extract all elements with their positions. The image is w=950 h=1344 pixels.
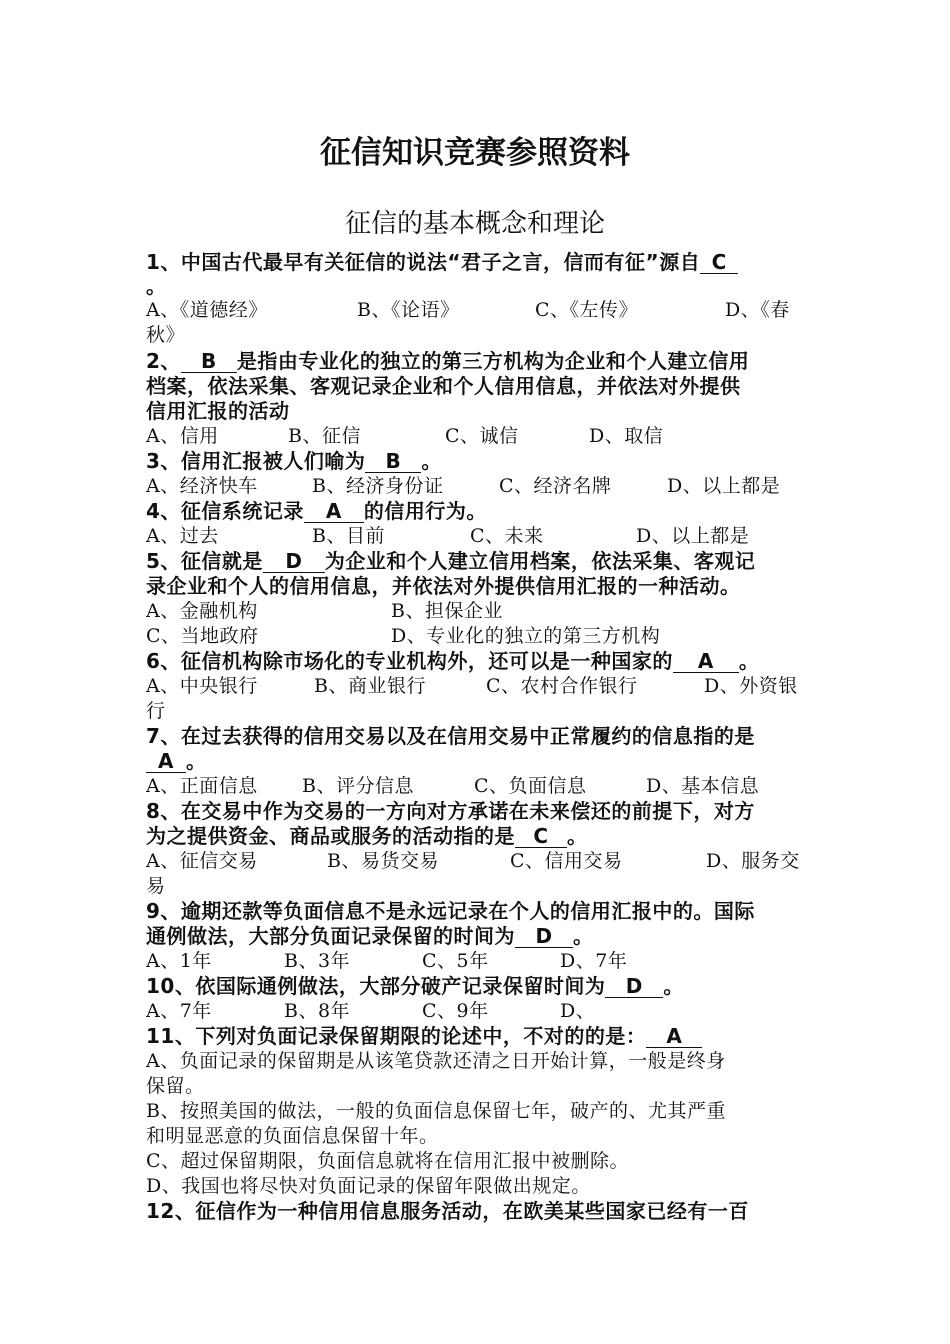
question-text: 10、依国际通例做法，大部分破产记录保留时间为 [146, 974, 606, 998]
option-wrap: 行 [146, 700, 166, 722]
question-8: 8、在交易中作为交易的一方向对方承诺在未来偿还的前提下，对方 [146, 799, 755, 823]
question-7-line-2 [146, 749, 818, 774]
option-b: B、按照美国的做法，一般的负面信息保留七年，破产的、尤其严重 [146, 1100, 726, 1122]
question-6 [146, 649, 818, 674]
option-b: B、商业银行 [314, 675, 426, 697]
option-d: D、外资银 [704, 675, 798, 697]
option-c: C、经济名牌 [499, 475, 612, 497]
question-end: 。 [567, 824, 588, 848]
option-b: B、担保企业 [391, 600, 503, 622]
option-d: D、取信 [589, 425, 664, 447]
option-b: B、《论语》 [357, 299, 460, 321]
answer-blank: D [515, 925, 573, 948]
option-c: C、负面信息 [474, 775, 587, 797]
question-9: 9、逾期还款等负面信息不是永远记录在个人的信用汇报中的。国际 [146, 899, 755, 923]
option-c: C、信用交易 [510, 850, 623, 872]
answer-blank: A [646, 1025, 702, 1048]
option-d: D、以上都是 [667, 475, 781, 497]
question-3 [146, 449, 818, 474]
question-5-options-2 [146, 624, 818, 649]
question-end: 的信用行为。 [363, 499, 487, 523]
option-a: A、过去 [146, 525, 219, 547]
option-b: B、易货交易 [327, 850, 439, 872]
answer-blank: A [673, 650, 739, 673]
option-a: A、正面信息 [146, 775, 258, 797]
question-end: 。 [186, 749, 207, 773]
answer-blank: C [700, 251, 738, 274]
option-d: D、服务交 [706, 850, 800, 872]
question-12: 12、征信作为一种信用信息服务活动，在欧美某些国家已经有一百 [146, 1199, 749, 1223]
option-d: D、基本信息 [646, 775, 760, 797]
answer-blank: B [365, 450, 421, 473]
question-end: 。 [421, 449, 442, 473]
option-b-wrap: 和明显恶意的负面信息保留十年。 [146, 1125, 439, 1147]
question-8-options [146, 849, 818, 874]
option-c: C、《左传》 [535, 299, 639, 321]
question-text: 是指由专业化的独立的第三方机构为企业和个人建立信用 [236, 349, 750, 373]
option-a: A、1年 [146, 950, 212, 972]
option-d: D、我国也将尽快对负面记录的保留年限做出规定。 [146, 1175, 591, 1197]
option-c: C、诚信 [445, 425, 519, 447]
question-text: 通例做法，大部分负面记录保留的时间为 [146, 924, 515, 948]
option-d: D、 [560, 1000, 596, 1022]
question-number: 2、 [146, 349, 181, 373]
question-5-options-1 [146, 599, 818, 624]
option-b: B、评分信息 [302, 775, 414, 797]
answer-blank: C [515, 825, 567, 848]
section-heading: 征信的基本概念和理论 [344, 209, 605, 239]
question-6-options [146, 674, 818, 699]
answer-blank: D [263, 550, 325, 573]
question-1-end: 。 [146, 274, 167, 298]
option-c: C、超过保留期限，负面信息就将在信用汇报中被删除。 [146, 1150, 630, 1172]
question-10 [146, 974, 818, 999]
question-text: 11、下列对负面记录保留期限的论述中，不对的的是： [146, 1024, 647, 1048]
option-c: C、5年 [422, 950, 489, 972]
option-c: C、农村合作银行 [486, 675, 638, 697]
option-c: C、9年 [422, 1000, 489, 1022]
option-a: A、金融机构 [146, 600, 258, 622]
question-text: 为之提供资金、商品或服务的活动指的是 [146, 824, 515, 848]
question-text-cont: 为企业和个人建立信用档案，依法采集、客观记 [324, 549, 756, 573]
option-b: B、征信 [288, 425, 361, 447]
question-4-options [146, 524, 818, 549]
option-c: C、当地政府 [146, 625, 259, 647]
option-a: A、7年 [146, 1000, 212, 1022]
answer-blank: A [146, 750, 186, 773]
question-1 [146, 250, 818, 275]
option-a: A、中央银行 [146, 675, 258, 697]
question-text: 4、征信系统记录 [146, 499, 304, 523]
question-7: 7、在过去获得的信用交易以及在信用交易中正常履约的信息指的是 [146, 724, 755, 748]
option-b: B、经济身份证 [312, 475, 444, 497]
option-b: B、3年 [284, 950, 351, 972]
option-a: A、经济快车 [146, 475, 258, 497]
question-text: 6、征信机构除市场化的专业机构外，还可以是一种国家的 [146, 649, 673, 673]
answer-blank: A [304, 500, 364, 523]
answer-blank: B [181, 350, 237, 373]
option-d: D、《春 [725, 299, 790, 321]
question-5-line-2: 录企业和个人的信用信息，并依法对外提供信用汇报的一种活动。 [146, 574, 741, 598]
option-wrap: 易 [146, 875, 166, 897]
option-a: A、负面记录的保留期是从该笔贷款还清之日开始计算，一般是终身 [146, 1050, 726, 1072]
question-2-options [146, 424, 818, 449]
question-4 [146, 499, 818, 524]
option-b: B、8年 [284, 1000, 351, 1022]
option-b: B、目前 [312, 525, 385, 547]
question-end: 。 [663, 974, 684, 998]
option-a: A、征信交易 [146, 850, 258, 872]
question-10-options [146, 999, 818, 1024]
question-text: 5、征信就是 [146, 549, 263, 573]
option-d: D、以上都是 [636, 525, 750, 547]
question-end: 。 [573, 924, 594, 948]
question-8-line-2 [146, 824, 818, 849]
question-2 [146, 349, 818, 374]
question-2-line-3: 信用汇报的活动 [146, 399, 290, 423]
question-text: 3、信用汇报被人们喻为 [146, 449, 366, 473]
question-end: 。 [738, 649, 760, 673]
option-d: D、7年 [560, 950, 628, 972]
question-1-options [146, 298, 818, 323]
question-9-options [146, 949, 818, 974]
option-a: A、《道德经》 [146, 299, 268, 321]
document-title: 征信知识竞赛参照资料 [320, 135, 630, 171]
option-a: A、信用 [146, 425, 219, 447]
option-wrap: 秋》 [146, 324, 186, 346]
option-d: D、专业化的独立的第三方机构 [391, 625, 661, 647]
question-text: 1、中国古代最早有关征信的说法“君子之言，信而有征”源自 [146, 250, 701, 274]
question-2-line-2: 档案，依法采集、客观记录企业和个人信用信息，并依法对外提供 [146, 374, 741, 398]
question-9-line-2 [146, 924, 818, 949]
question-11 [146, 1024, 818, 1049]
question-7-options [146, 774, 818, 799]
question-3-options [146, 474, 818, 499]
answer-blank: D [605, 975, 663, 998]
option-c: C、未来 [470, 525, 544, 547]
question-5 [146, 549, 818, 574]
option-a-wrap: 保留。 [146, 1075, 205, 1097]
